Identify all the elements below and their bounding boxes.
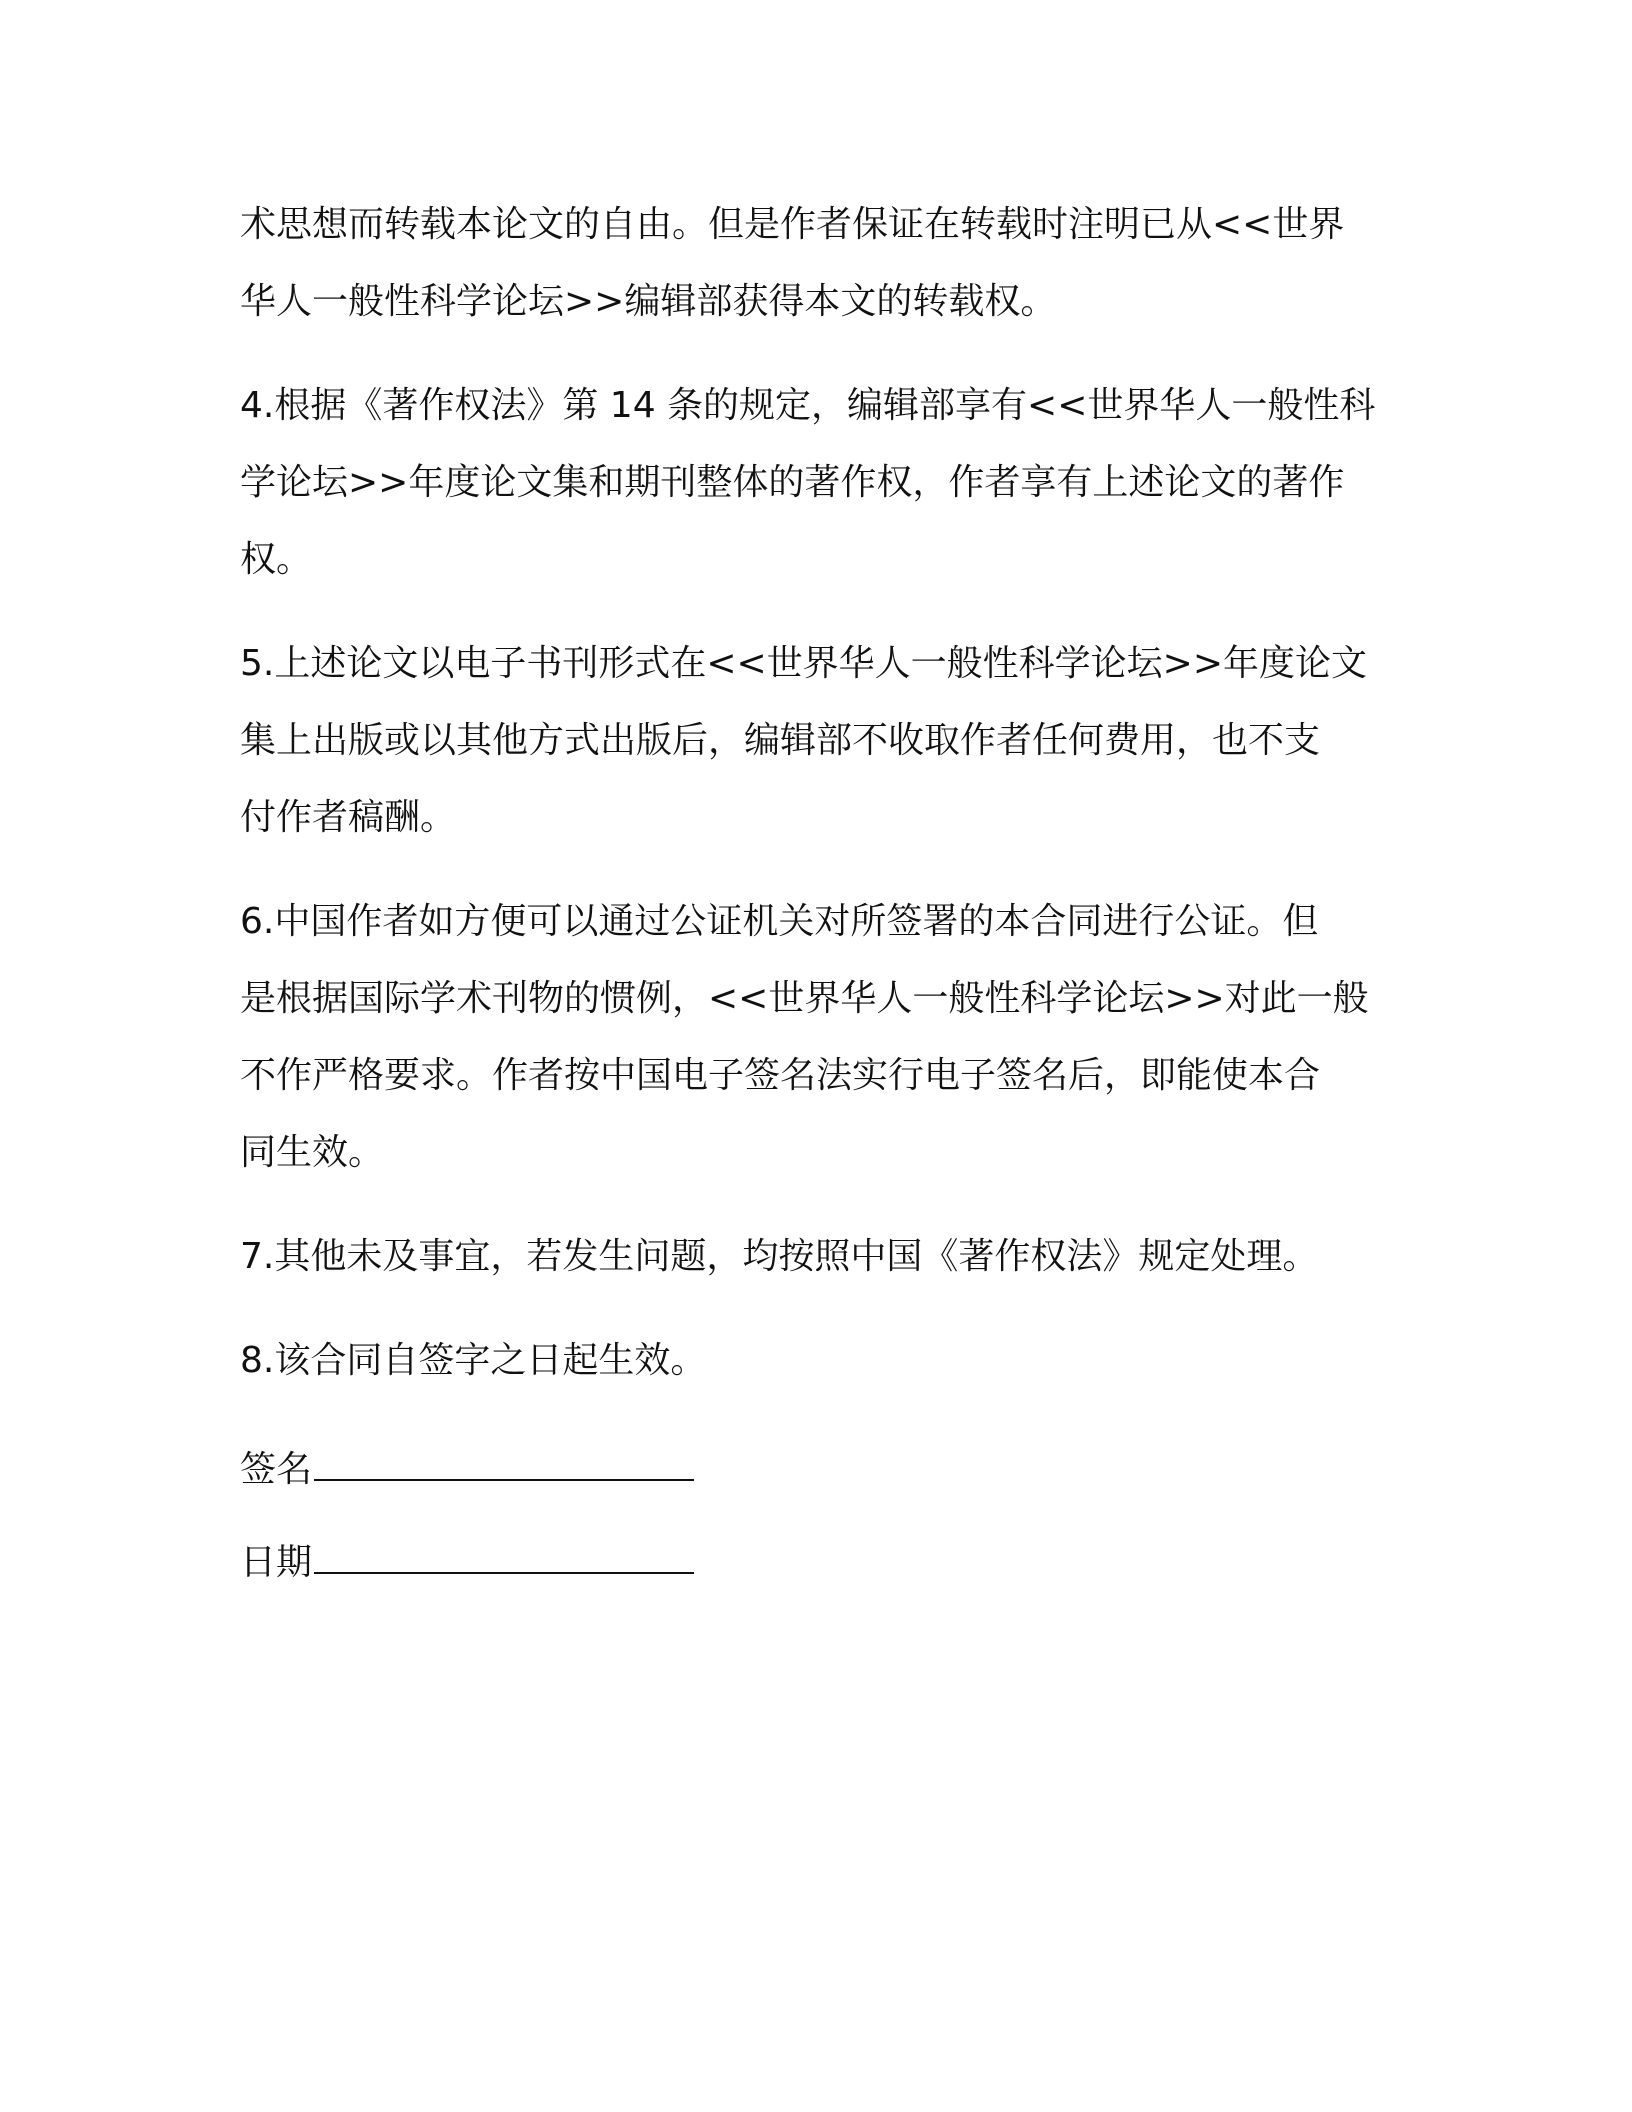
text-line: 集上出版或以其他方式出版后，编辑部不收取作者任何费用，也不支 [240, 720, 1321, 761]
paragraph-clause-5 [240, 625, 1400, 856]
signature-blank[interactable] [314, 1443, 694, 1481]
document-page [240, 186, 1400, 1601]
text-line: 8.该合同自签字之日起生效。 [240, 1340, 707, 1381]
text-line: 5.上述论文以电子书刊形式在<<世界华人一般性科学论坛>>年度论文 [240, 643, 1368, 684]
paragraph-clause-7 [240, 1218, 1400, 1295]
paragraph-continuation [240, 186, 1400, 340]
signature-line [240, 1431, 1400, 1508]
text-line: 华人一般性科学论坛>>编辑部获得本文的转载权。 [240, 281, 1057, 322]
paragraph-clause-8 [240, 1322, 1400, 1399]
text-line: 权。 [240, 539, 313, 580]
paragraph-clause-6 [240, 883, 1400, 1191]
date-line [240, 1524, 1400, 1601]
text-line: 付作者稿酬。 [240, 797, 457, 838]
text-line: 术思想而转载本论文的自由。但是作者保证在转载时注明已从<<世界 [240, 204, 1345, 245]
text-line: 4.根据《著作权法》第 14 条的规定，编辑部享有<<世界华人一般性科 [240, 385, 1376, 426]
text-line: 6.中国作者如方便可以通过公证机关对所签署的本合同进行公证。但 [240, 901, 1319, 942]
date-blank[interactable] [314, 1536, 694, 1574]
paragraph-clause-4 [240, 367, 1400, 598]
text-line: 是根据国际学术刊物的惯例，<<世界华人一般性科学论坛>>对此一般 [240, 978, 1369, 1019]
text-line: 学论坛>>年度论文集和期刊整体的著作权，作者享有上述论文的著作 [240, 462, 1345, 503]
text-line: 7.其他未及事宜，若发生问题，均按照中国《著作权法》规定处理。 [240, 1236, 1319, 1277]
text-line: 不作严格要求。作者按中国电子签名法实行电子签名后，即能使本合 [240, 1055, 1321, 1096]
signature-label: 签名 [240, 1449, 313, 1490]
text-line: 同生效。 [240, 1132, 385, 1173]
date-label: 日期 [240, 1542, 313, 1583]
